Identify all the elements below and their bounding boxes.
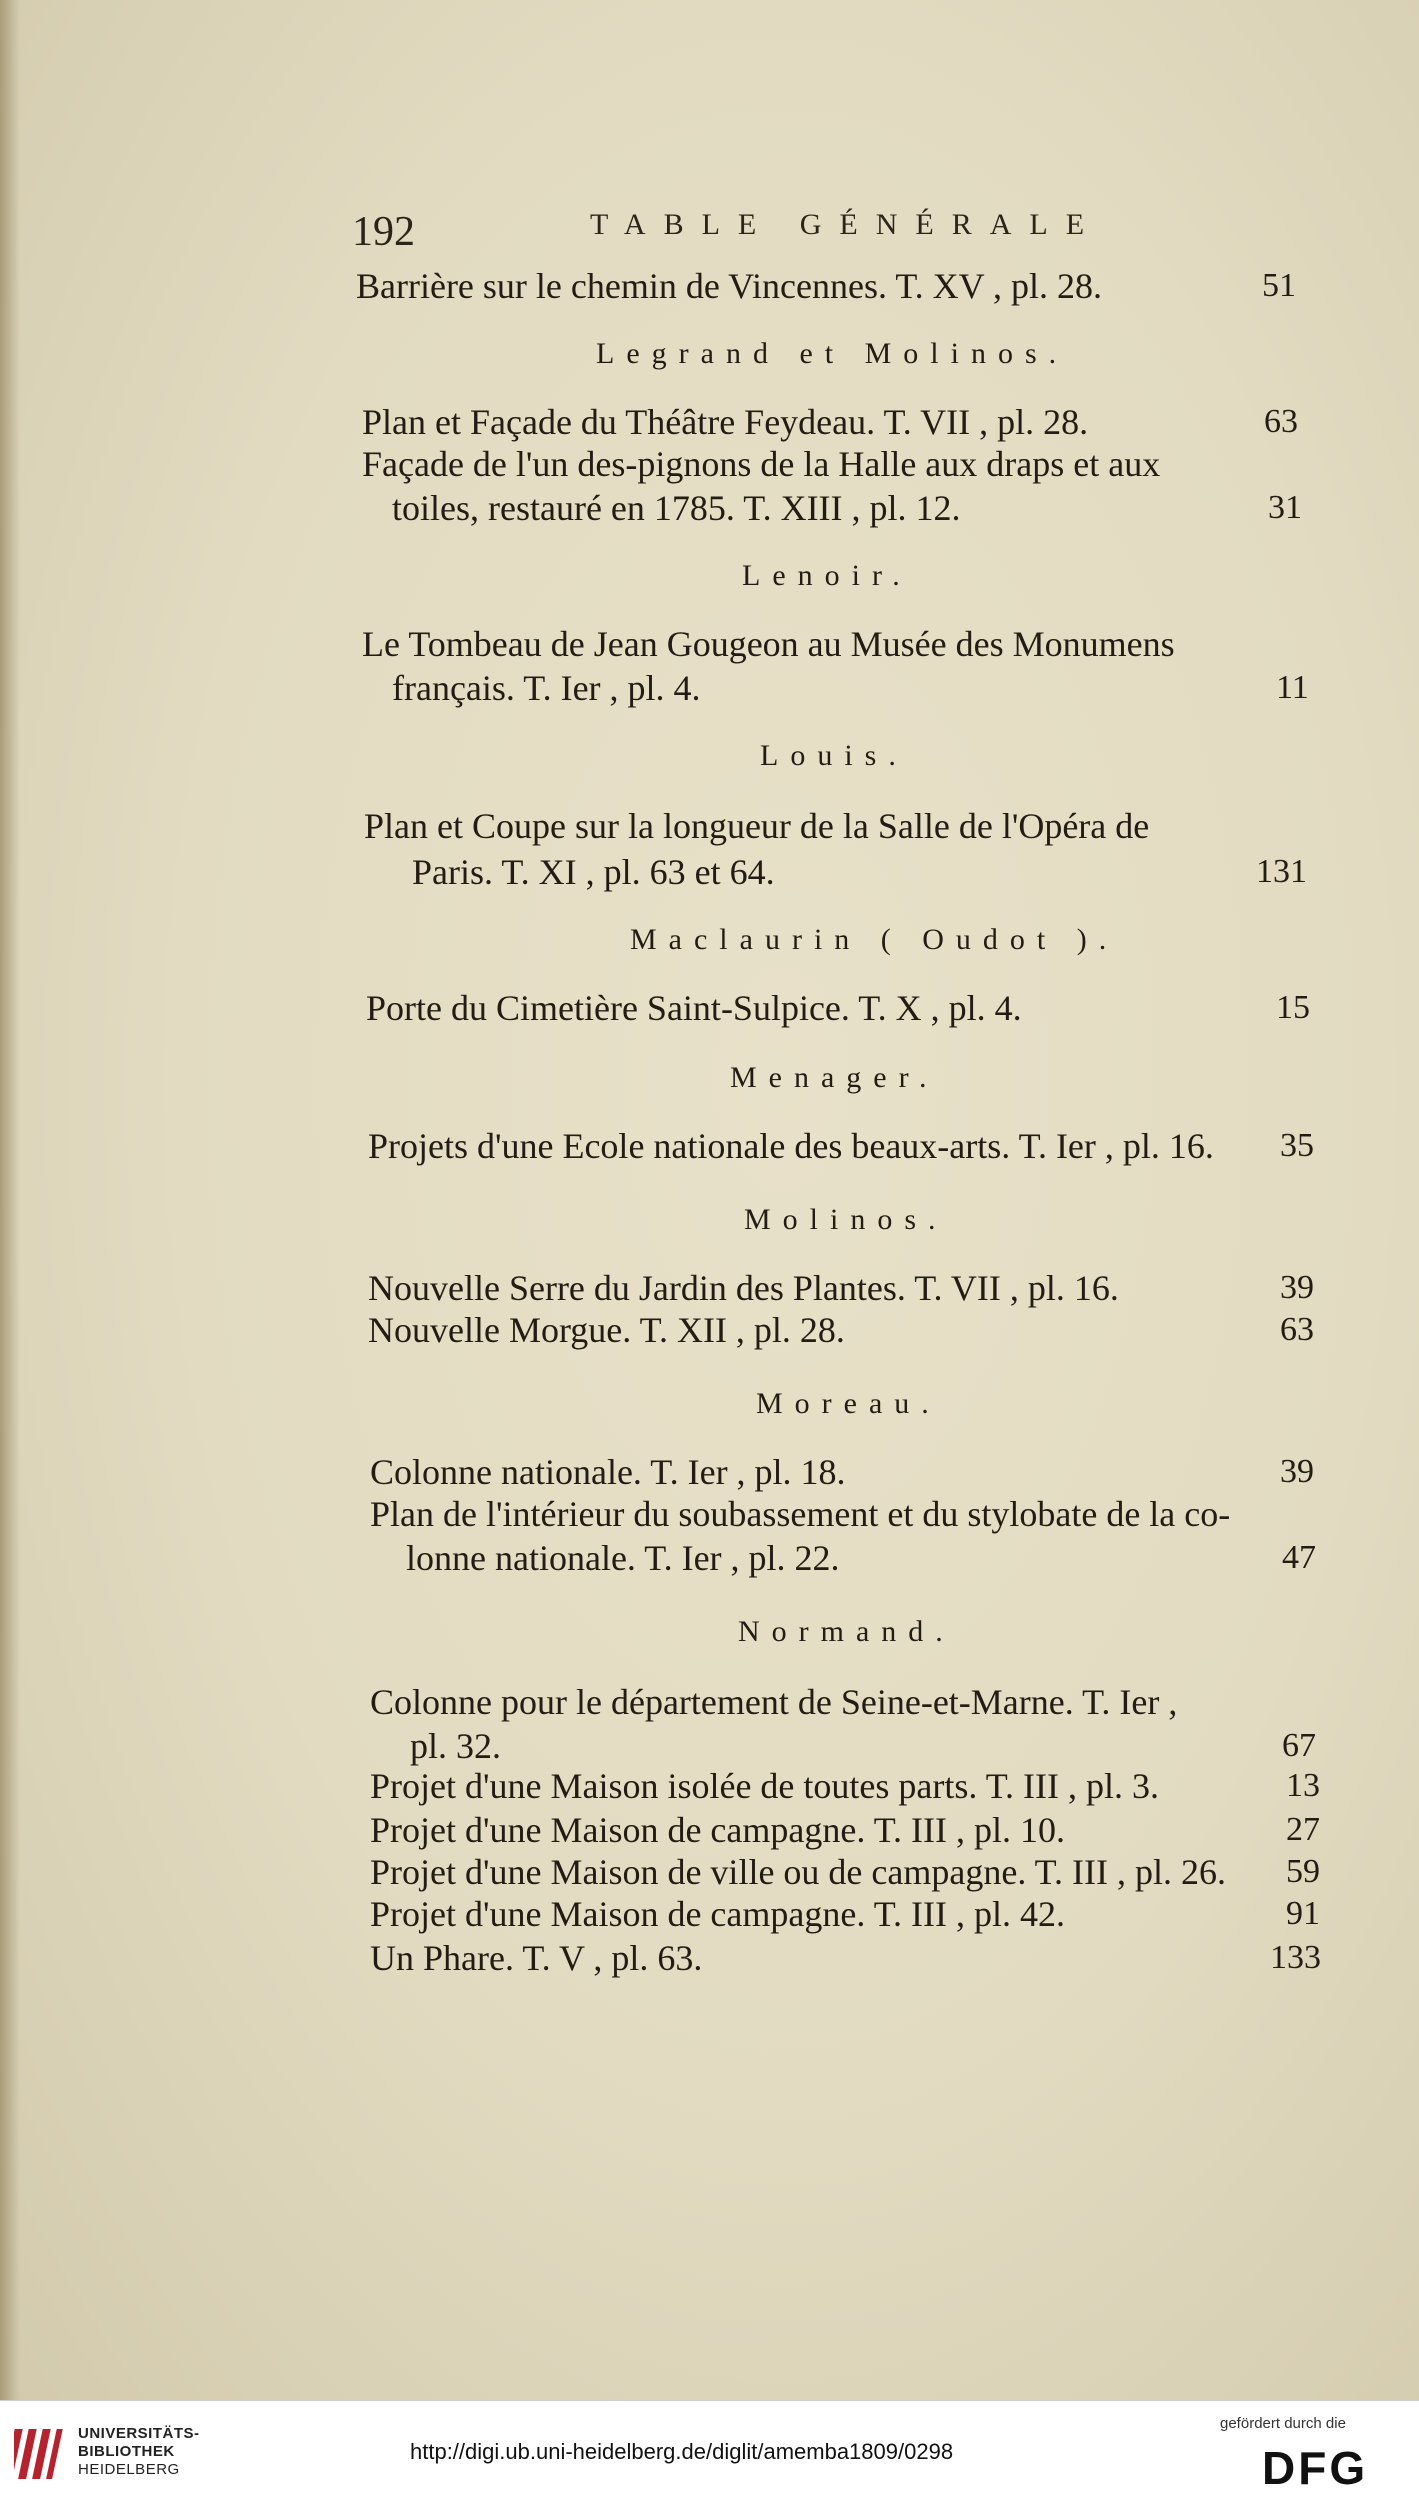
entry-page-number: 131 [1256,853,1307,890]
entry-page-number: 11 [1276,669,1309,706]
entry-line: Plan et Coupe sur la longueur de la Salle de l'Opéra de [364,806,1150,846]
entry-page-number: 31 [1268,489,1302,526]
entry-line: Barrière sur le chemin de Vincennes. T. XV , pl. 28. [356,266,1102,306]
section-heading: Normand. [738,1615,955,1648]
entry-line: Paris. T. XI , pl. 63 et 64. [412,852,775,892]
entry-line: Projets d'une Ecole nationale des beaux-arts. T. Ier , pl. 16. [368,1126,1214,1166]
permalink-url[interactable]: http://digi.ub.uni-heidelberg.de/diglit/amemba1809/0298 [410,2439,954,2464]
dfg-logo: DFG [1262,2442,1369,2494]
entry-page-number: 15 [1276,989,1310,1026]
university-library-logo-icon [14,2423,66,2483]
entry-line: toiles, restauré en 1785. T. XIII , pl. 12. [392,488,961,528]
entry-line: Plan de l'intérieur du soubassement et du stylobate de la co- [370,1494,1231,1534]
entry-line: Nouvelle Serre du Jardin des Plantes. T. VII , pl. 16. [368,1268,1119,1308]
section-heading: Louis. [760,739,908,772]
entry-page-number: 63 [1264,403,1298,440]
library-name-line: HEIDELBERG [78,2461,180,2478]
entry-line: Projet d'une Maison isolée de toutes parts. T. III , pl. 3. [370,1766,1160,1806]
entry-line: Façade de l'un des-pignons de la Halle aux draps et aux [362,444,1161,484]
entry-page-number: 39 [1280,1269,1314,1306]
entry-line: pl. 32. [410,1726,502,1766]
entry-line: Colonne pour le département de Seine-et-Marne. T. Ier , [370,1682,1178,1722]
entry-line: français. T. Ier , pl. 4. [392,668,701,708]
entry-line: Nouvelle Morgue. T. XII , pl. 28. [368,1310,845,1350]
entry-line: Le Tombeau de Jean Gougeon au Musée des Monumens [362,624,1175,664]
page-number: 192 [352,209,415,255]
section-heading: Menager. [730,1061,939,1094]
running-title: TABLE GÉNÉRALE [590,208,1103,241]
entry-line: Projet d'une Maison de campagne. T. III , pl. 10. [370,1810,1065,1850]
entry-page-number: 63 [1280,1311,1314,1348]
entry-line: Colonne nationale. T. Ier , pl. 18. [370,1452,846,1492]
entry-line: lonne nationale. T. Ier , pl. 22. [406,1538,840,1578]
section-heading: Maclaurin ( Oudot ). [630,923,1119,956]
section-heading: Moreau. [756,1387,941,1420]
entry-page-number: 91 [1286,1895,1320,1932]
section-heading: Lenoir. [742,559,912,592]
section-heading: Molinos. [744,1203,948,1236]
entry-line: Projet d'une Maison de ville ou de campagne. T. III , pl. 26. [370,1852,1226,1892]
entry-page-number: 39 [1280,1453,1314,1490]
entry-line: Un Phare. T. V , pl. 63. [370,1938,703,1978]
library-name-line: UNIVERSITÄTS- [78,2425,200,2442]
library-name-line: BIBLIOTHEK [78,2443,175,2460]
entry-line: Projet d'une Maison de campagne. T. III , pl. 42. [370,1894,1065,1934]
entry-page-number: 51 [1262,267,1296,304]
entry-page-number: 67 [1282,1727,1316,1764]
entry-page-number: 27 [1286,1811,1320,1848]
entry-page-number: 59 [1286,1853,1320,1890]
section-heading: Legrand et Molinos. [596,337,1069,370]
entry-line: Plan et Façade du Théâtre Feydeau. T. VII , pl. 28. [362,402,1089,442]
entry-page-number: 35 [1280,1127,1314,1164]
entry-line: Porte du Cimetière Saint-Sulpice. T. X , pl. 4. [366,988,1022,1028]
entry-page-number: 13 [1286,1767,1320,1804]
entry-page-number: 47 [1282,1539,1316,1576]
viewer-footer [0,2400,1419,2504]
funded-by-label: gefördert durch die [1220,2415,1346,2432]
entry-page-number: 133 [1270,1939,1321,1976]
